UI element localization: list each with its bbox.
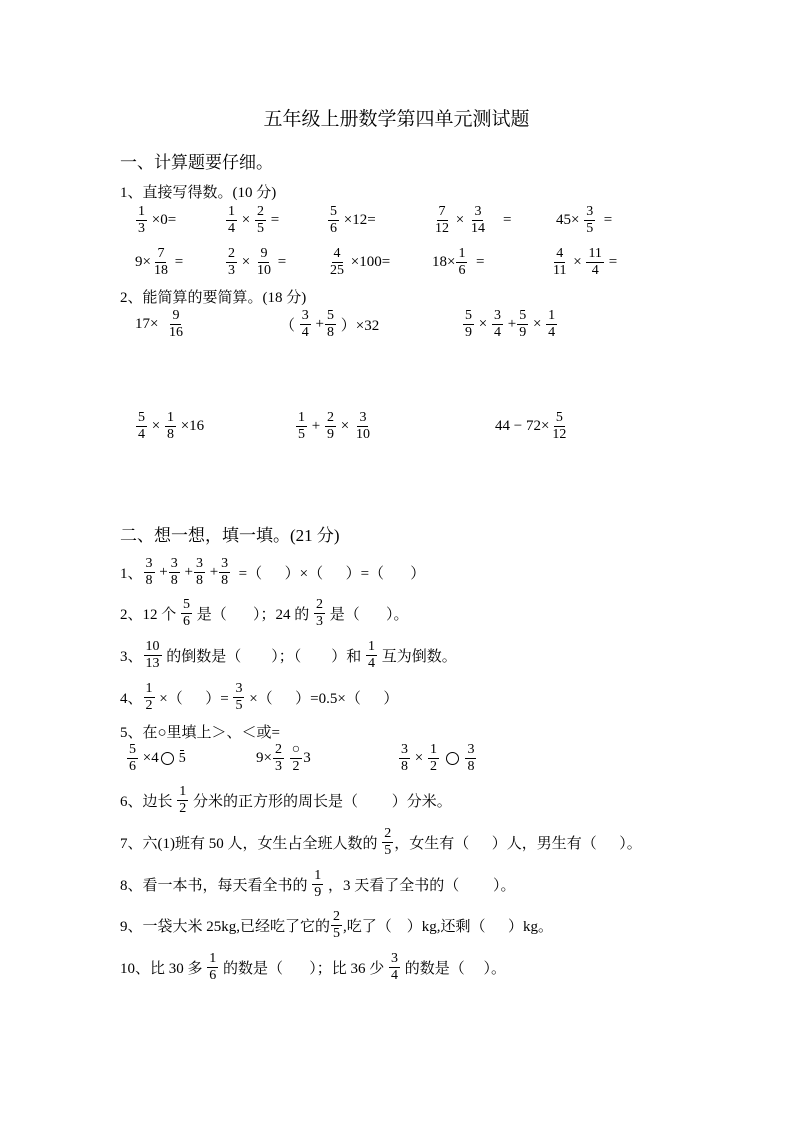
expr-text: 3、: [120, 649, 143, 665]
expr-text: ，3 天看了全书的（ ）。: [324, 878, 516, 894]
fill-question-2: [120, 597, 409, 630]
numerator: 3: [145, 556, 153, 571]
denominator: 16: [168, 325, 183, 340]
expr-text: 的倒数是（ ）；（ ）和: [162, 649, 366, 665]
expr-text: +: [180, 564, 193, 580]
numerator: 4: [333, 246, 341, 261]
fill-question-3: [120, 639, 457, 672]
expr-text: ×: [238, 254, 254, 270]
expr-text: =: [273, 254, 287, 270]
denominator: 8: [195, 573, 203, 588]
expr-text: 18×: [432, 254, 456, 270]
fill-question-6: [120, 784, 452, 817]
denominator: 9: [519, 325, 527, 340]
numerator: 5: [138, 410, 145, 425]
numerator: 3: [467, 742, 475, 757]
expr-text: ×: [336, 418, 353, 434]
numerator: 7: [438, 204, 446, 219]
fraction: [136, 410, 147, 443]
page-title: 五年级上册数学第四单元测试题: [263, 109, 530, 130]
fraction: [382, 826, 393, 859]
expr-text: 的数是（ ）。: [401, 961, 507, 977]
expr-text: +: [503, 316, 517, 332]
numerator: 1: [429, 742, 437, 757]
q1-label: 1、直接写得数。(10 分): [120, 185, 277, 201]
denominator: 6: [129, 759, 136, 774]
denominator: 5: [298, 427, 305, 442]
fraction: [233, 681, 244, 714]
fraction: [469, 204, 487, 237]
numerator: 5: [519, 308, 527, 323]
fraction: [255, 204, 266, 237]
fraction: [194, 556, 205, 589]
expr-text: 6、边长: [120, 794, 177, 810]
numerator: 5: [326, 308, 334, 323]
calc-item: [135, 246, 183, 279]
calc-item: [550, 246, 617, 279]
fraction: [144, 639, 162, 672]
numerator: 1: [145, 681, 153, 696]
expr-text: =: [487, 212, 512, 228]
expr-text: [440, 750, 444, 767]
expr-text: [461, 750, 465, 767]
numerator: 9: [172, 308, 180, 323]
numerator: 3: [391, 951, 399, 966]
expr-text: 是（ ）；24 的: [193, 607, 314, 623]
expr-text: 1、: [120, 566, 143, 582]
numerator: 11: [588, 246, 602, 261]
expr-text: [285, 750, 289, 767]
simplify-item: [462, 308, 558, 341]
compare-item: [256, 742, 311, 775]
denominator: 5: [384, 843, 392, 858]
numerator: 5: [555, 410, 563, 425]
expr-text: 的数是（ ）；比 36 少: [219, 961, 389, 977]
fraction: [584, 204, 595, 237]
expr-text: 分米的正方形的周长是（ ）分米。: [189, 794, 452, 810]
denominator: 3: [138, 221, 145, 236]
expr-text: （: [280, 318, 299, 334]
expr-text: +: [311, 316, 324, 332]
expr-text: ×0=: [148, 212, 177, 228]
fill-question-10: [120, 951, 506, 984]
fraction: [167, 308, 185, 341]
expr-text: =: [468, 254, 485, 270]
fraction: [586, 246, 603, 279]
denominator: 5: [333, 926, 341, 941]
expr-text: ×（ ）=: [155, 691, 233, 707]
fraction: [328, 204, 339, 237]
calc-item: [135, 204, 176, 237]
fraction: [207, 951, 218, 984]
expr-text: +: [155, 564, 168, 580]
fraction: [300, 308, 311, 341]
denominator: 10: [256, 263, 271, 278]
fraction: [314, 597, 325, 630]
fraction: [273, 742, 284, 775]
section1-heading: 一、计算题要仔细。: [120, 153, 273, 172]
denominator: 13: [145, 656, 160, 671]
numerator: 5: [465, 308, 472, 323]
compare-circle: [446, 752, 459, 765]
denominator: 9: [326, 427, 334, 442]
denominator: 5: [178, 751, 186, 766]
expr-text: 9×: [135, 254, 151, 270]
numerator: 2: [274, 742, 282, 757]
expr-text: 44 − 72×: [495, 418, 550, 434]
expr-text: =: [596, 212, 613, 228]
fraction: [152, 246, 170, 279]
calc-item: [225, 246, 286, 279]
numerator: 1: [458, 246, 466, 261]
expr-text: =: [604, 254, 618, 270]
numerator: 5: [330, 204, 337, 219]
numerator: 2: [326, 410, 334, 425]
expr-text: 9、一袋大米 25kg,已经吃了它的: [120, 919, 331, 935]
fraction: [456, 246, 467, 279]
numerator: 3: [221, 556, 229, 571]
expr-text: =（ ）×（ ）=（ ）: [231, 566, 426, 582]
expr-text: ×100=: [347, 254, 391, 270]
fraction: [517, 308, 528, 341]
numerator: 3: [493, 308, 501, 323]
denominator: 2: [292, 759, 300, 774]
fraction: [177, 784, 188, 817]
denominator: 25: [330, 263, 344, 278]
fraction: [296, 410, 307, 443]
numerator: 5: [129, 742, 136, 757]
fraction: [169, 556, 180, 589]
fraction: [226, 246, 237, 279]
fraction: [127, 742, 138, 775]
calc-item: [225, 204, 279, 237]
numerator: 3: [170, 556, 178, 571]
numerator: 5: [183, 597, 191, 612]
denominator: 18: [153, 263, 168, 278]
expr-text: ，女生有（ ）人，男生有（ ）。: [394, 836, 642, 852]
numerator: 1: [298, 410, 305, 425]
fraction: [165, 410, 176, 443]
denominator: 8: [401, 759, 408, 774]
fraction: [546, 308, 557, 341]
denominator: 4: [368, 656, 376, 671]
simplify-item: [495, 410, 569, 443]
numerator: 3: [401, 742, 408, 757]
expr-text: ×12=: [340, 212, 376, 228]
denominator: 2: [429, 759, 437, 774]
fraction: [325, 410, 336, 443]
denominator: 2: [179, 801, 187, 816]
denominator: 3: [316, 614, 324, 629]
fraction: [144, 681, 155, 714]
expr-text: 45×: [556, 212, 584, 228]
fill-question-4: [120, 681, 398, 714]
fraction: [290, 742, 302, 775]
q2-label: 2、能简算的要简算。(18 分): [120, 290, 307, 306]
denominator: 6: [183, 614, 191, 629]
numerator: 3: [301, 308, 309, 323]
denominator: 8: [166, 427, 174, 442]
simplify-item: [295, 410, 373, 443]
denominator: 4: [591, 263, 599, 278]
section2-heading: 二、想一想，填一填。(21 分): [120, 526, 340, 545]
fraction: [463, 308, 474, 341]
numerator: 1: [548, 308, 556, 323]
denominator: 6: [330, 221, 337, 236]
fraction: [354, 410, 372, 443]
expr-text: ×: [475, 316, 491, 332]
fraction: [551, 246, 568, 279]
expr-text: ×: [238, 212, 254, 228]
fraction: [181, 597, 192, 630]
denominator: 14: [470, 221, 485, 236]
fraction: [328, 246, 346, 279]
denominator: 12: [552, 427, 567, 442]
fraction: [144, 556, 155, 589]
expr-text: ×（ ）=0.5×（ ）: [245, 691, 399, 707]
fraction: [219, 556, 230, 589]
fill-question-9: [120, 909, 553, 942]
denominator: 8: [145, 573, 153, 588]
denominator: 5: [586, 221, 594, 236]
denominator: 8: [326, 325, 334, 340]
expr-text: 8、看一本书，每天看全书的: [120, 878, 312, 894]
expr-text: =: [266, 212, 280, 228]
numerator: 1: [314, 868, 322, 883]
numerator: 1: [138, 204, 145, 219]
expr-text: ×: [452, 212, 468, 228]
fraction: [465, 742, 476, 775]
expr-text: +: [205, 564, 219, 580]
numerator: 3: [359, 410, 367, 425]
expr-text: 17×: [135, 316, 166, 332]
denominator: 4: [548, 325, 556, 340]
fraction: [492, 308, 503, 341]
fill-question-8: [120, 868, 516, 901]
numerator: 2: [316, 597, 324, 612]
calc-item: [327, 246, 390, 279]
fraction: [433, 204, 451, 237]
calc-item: [432, 246, 484, 279]
denominator: 8: [467, 759, 475, 774]
fraction: [366, 639, 377, 672]
expr-text: 是（ ）。: [326, 607, 409, 623]
numerator: 1: [228, 204, 235, 219]
fraction: [428, 742, 439, 775]
denominator: 9: [314, 885, 322, 900]
compare-circle: [161, 752, 174, 765]
fraction: [325, 308, 336, 341]
numerator: 10: [145, 639, 160, 654]
calc-item: [556, 204, 612, 237]
calc-item: [327, 204, 376, 237]
numerator: 3: [235, 681, 243, 696]
denominator: 5: [235, 698, 243, 713]
numerator: ○: [291, 742, 301, 757]
expr-text: 10、比 30 多: [120, 961, 207, 977]
expr-text: 7、六(1)班有 50 人，女生占全班人数的: [120, 836, 382, 852]
q5-label: 5、在○里填上＞、＜或=: [120, 725, 281, 741]
expr-text: 9×: [256, 750, 272, 766]
compare-item: [398, 742, 477, 775]
expr-text: 3: [303, 750, 311, 766]
numerator: 1: [368, 639, 376, 654]
fraction: [255, 246, 273, 279]
numerator: 7: [157, 246, 165, 261]
expr-text: ×: [569, 254, 586, 270]
numerator: 4: [556, 246, 564, 261]
numerator: 2: [384, 826, 392, 841]
expr-text: ）×32: [336, 318, 380, 334]
denominator: 2: [145, 698, 153, 713]
denominator: 5: [256, 221, 264, 236]
numerator: 2: [256, 204, 264, 219]
numerator: 1: [179, 784, 187, 799]
expr-text: ×: [529, 316, 546, 332]
denominator: 10: [355, 427, 370, 442]
numerator: 3: [474, 204, 482, 219]
denominator: 4: [138, 427, 145, 442]
denominator: 4: [228, 221, 235, 236]
denominator: 4: [301, 325, 309, 340]
expr-text: 2、12 个: [120, 607, 181, 623]
simplify-item: [135, 308, 186, 341]
denominator: 4: [493, 325, 501, 340]
numerator: 9: [260, 246, 268, 261]
numerator: 1: [166, 410, 174, 425]
numerator: 2: [333, 909, 341, 924]
denominator: 8: [170, 573, 178, 588]
expr-text: ×4: [139, 750, 159, 766]
expr-text: ,吃了（ ）kg,还剩（ ）kg。: [343, 919, 554, 935]
calc-item: [432, 204, 511, 237]
fraction: [399, 742, 410, 775]
fill-question-7: [120, 826, 642, 859]
fraction: [312, 868, 323, 901]
simplify-item: [280, 308, 379, 341]
fraction: [331, 909, 342, 942]
numerator: 3: [195, 556, 203, 571]
denominator: 6: [458, 263, 466, 278]
fraction: [389, 951, 400, 984]
denominator: 6: [209, 968, 217, 983]
denominator: 12: [435, 221, 449, 236]
expr-text: ×16: [176, 418, 205, 434]
expr-text: +: [308, 418, 324, 434]
simplify-item: [135, 410, 204, 443]
denominator: 3: [274, 759, 282, 774]
numerator: 3: [586, 204, 594, 219]
fraction: [136, 204, 147, 237]
expr-text: =: [170, 254, 184, 270]
denominator: 4: [391, 968, 399, 983]
expr-text: 互为倒数。: [378, 649, 457, 665]
fraction: [226, 204, 237, 237]
denominator: 11: [553, 263, 567, 278]
numerator: 2: [228, 246, 235, 261]
expr-text: ×: [411, 750, 427, 766]
expr-text: 4、: [120, 691, 143, 707]
numerator: 1: [209, 951, 217, 966]
fraction: [177, 750, 188, 767]
expr-text: ×: [148, 418, 164, 434]
denominator: 3: [228, 263, 235, 278]
denominator: 8: [221, 573, 229, 588]
compare-item: [126, 742, 189, 775]
fraction: [550, 410, 568, 443]
fill-question-1: [120, 556, 425, 589]
denominator: 9: [465, 325, 472, 340]
